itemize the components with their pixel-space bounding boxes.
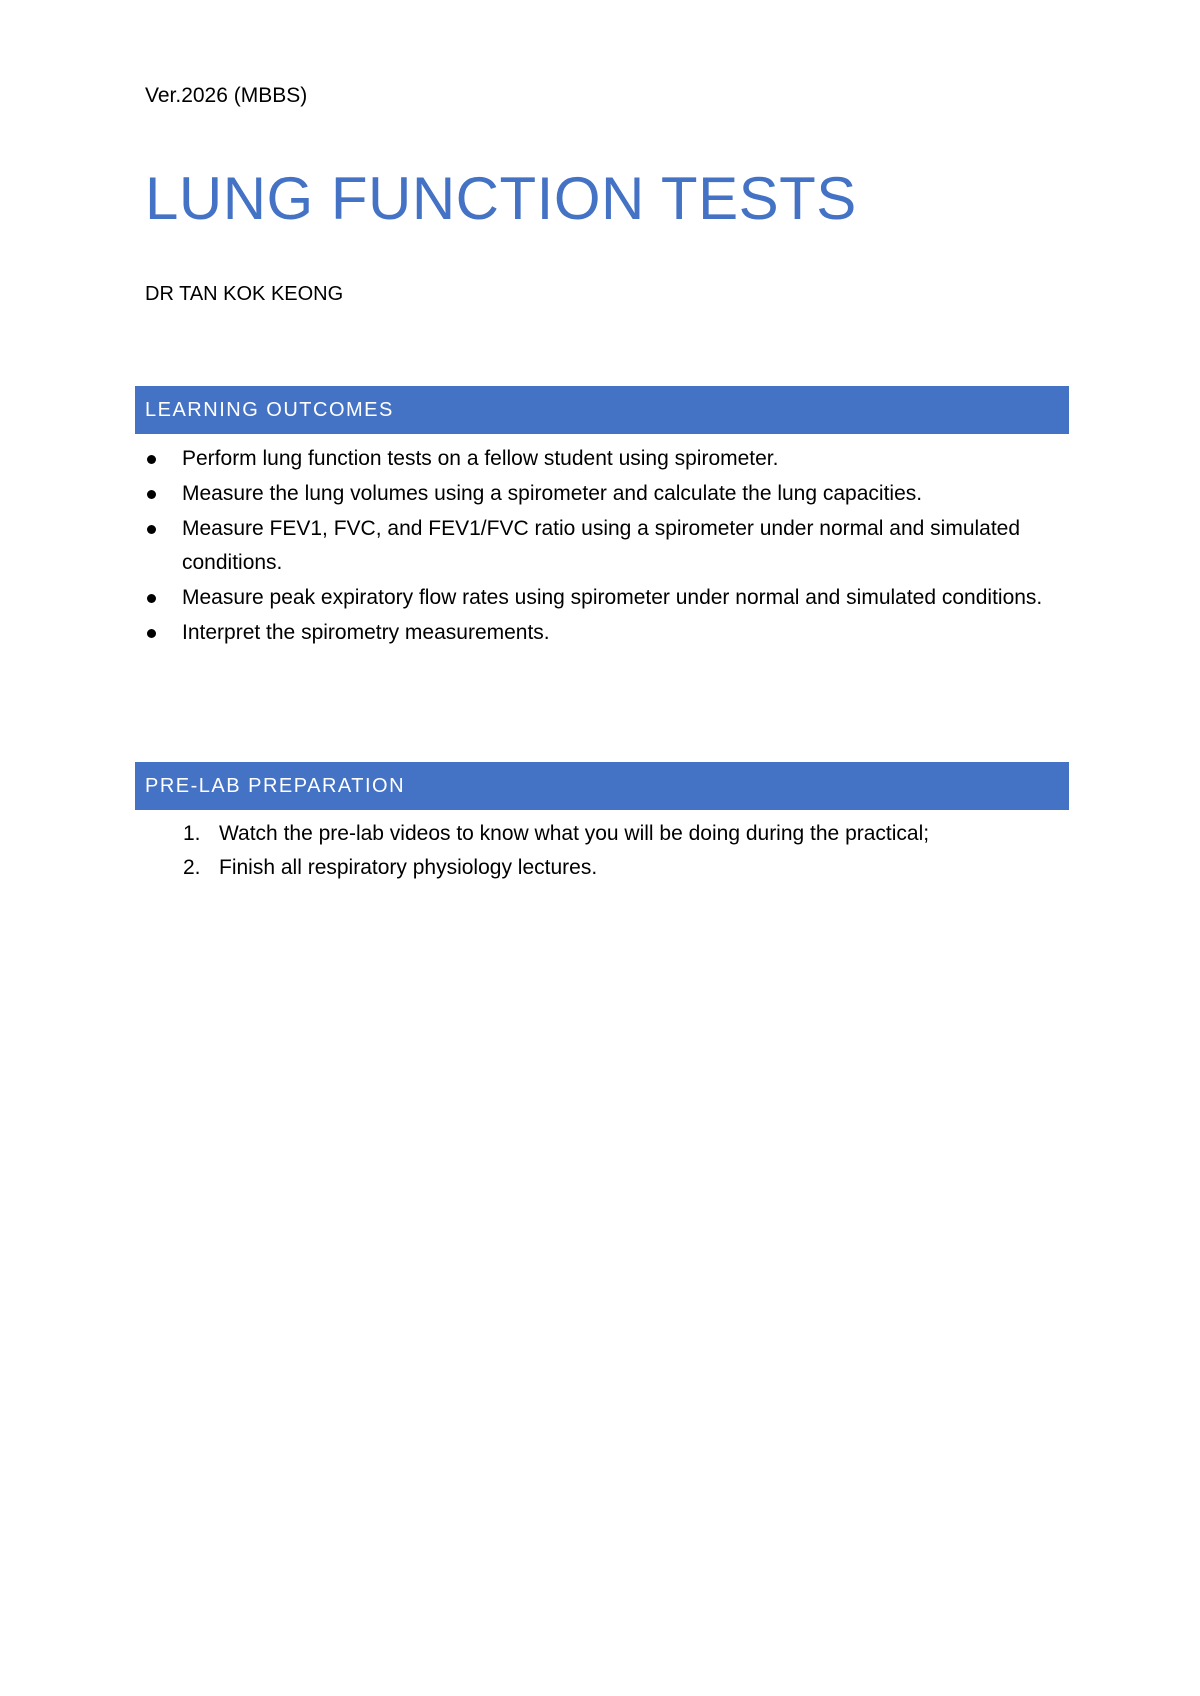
list-item: [145, 512, 1065, 580]
list-item: [145, 616, 1065, 650]
list-item-text: Watch the pre-lab videos to know what you will be doing during the practical;: [219, 822, 930, 845]
bullet-icon: [147, 629, 156, 638]
prelab-list: [145, 817, 1065, 885]
bullet-icon: [147, 594, 156, 603]
list-item-number: 1.: [183, 822, 201, 845]
bullet-icon: [147, 455, 156, 464]
list-item-number: 2.: [183, 856, 201, 879]
list-item: [145, 817, 1065, 851]
list-item-text: Measure FEV1, FVC, and FEV1/FVC ratio using a spirometer under normal and simulated conditions.: [182, 517, 1021, 574]
list-item-text: Measure peak expiratory flow rates using spirometer under normal and simulated conditions.: [182, 586, 1043, 609]
list-item: [145, 581, 1065, 615]
learning-outcomes-list: [145, 442, 1065, 651]
list-item-text: Interpret the spirometry measurements.: [182, 621, 550, 644]
learning-outcomes-heading: LEARNING OUTCOMES: [135, 386, 1069, 434]
list-item-text: Finish all respiratory physiology lectures.: [219, 856, 598, 879]
prelab-heading: PRE-LAB PREPARATION: [135, 762, 1069, 810]
list-item-text: Measure the lung volumes using a spirometer and calculate the lung capacities.: [182, 482, 923, 505]
list-item: [145, 442, 1065, 476]
bullet-icon: [147, 490, 156, 499]
bullet-icon: [147, 525, 156, 534]
list-item: [145, 851, 1065, 885]
list-item-text: Perform lung function tests on a fellow student using spirometer.: [182, 447, 779, 470]
document-title: LUNG FUNCTION TESTS: [145, 165, 857, 232]
version-label: Ver.2026 (MBBS): [145, 84, 308, 107]
list-item: [145, 477, 1065, 511]
author-name: DR TAN KOK KEONG: [145, 283, 344, 305]
